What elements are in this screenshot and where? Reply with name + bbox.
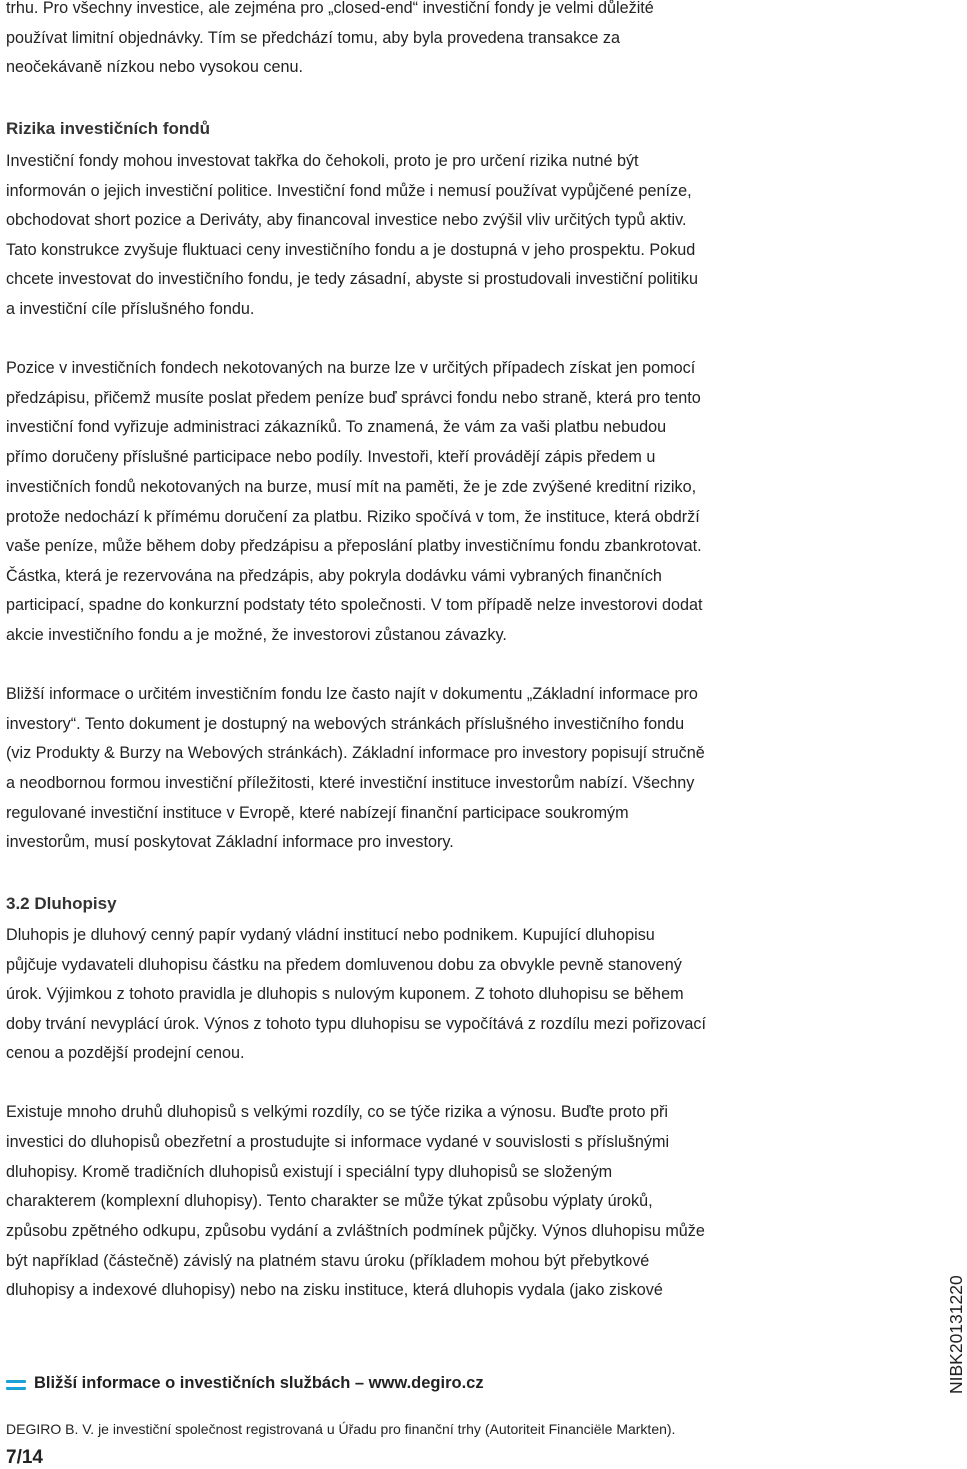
page-number: 7/14 [6, 1447, 43, 1468]
paragraph-line: přímo doručeny příslušné participace nebo podíly. Investoři, kteří provádějí zápis předem u [6, 448, 656, 466]
paragraph-line: Existuje mnoho druhů dluhopisů s velkými rozdíly, co se týče rizika a výnosu. Buďte proto při [6, 1103, 668, 1121]
paragraph-line: akcie investičního fondu a je možné, že investorovi zůstanou závazky. [6, 626, 507, 644]
paragraph-line: způsobu zpětného odkupu, způsobu vydání a zvláštních podmínek půjčky. Výnos dluhopisu může [6, 1222, 705, 1240]
paragraph-line: protože nedochází k přímému doručení za platbu. Riziko spočívá v tom, že instituce, která obdrží [6, 508, 700, 526]
paragraph-line: trhu. Pro všechny investice, ale zejména pro „closed-end“ investiční fondy je velmi důležité [6, 0, 654, 17]
paragraph-line: (viz Produkty & Burzy na Webových stránkách). Základní informace pro investory popisují stručně [6, 744, 705, 762]
paragraph-line: obchodovat short pozice a Deriváty, aby financoval investice nebo zvýšil vliv určitých typů aktiv. [6, 211, 687, 229]
paragraph-line: doby trvání nevyplácí úrok. Výnos z tohoto typu dluhopisu se vypočítává z rozdílu mezi pořizovací [6, 1015, 707, 1033]
paragraph-line: neočekávaně nízkou nebo vysokou cenu. [6, 58, 303, 76]
paragraph-line: Tato konstrukce zvyšuje fluktuaci ceny investičního fondu a je dostupná v jeho prospektu. Pokud [6, 241, 696, 259]
paragraph-line: používat limitní objednávky. Tím se předchází tomu, aby byla provedena transakce za [6, 29, 620, 47]
paragraph-line: Bližší informace o určitém investičním fondu lze často najít v dokumentu „Základní informace pro [6, 685, 698, 703]
paragraph-line: dluhopisy. Kromě tradičních dluhopisů existují i speciální typy dluhopisů se složeným [6, 1163, 613, 1181]
paragraph-line: chcete investovat do investičního fondu, je tedy zásadní, abyste si prostudovali investiční politiku [6, 270, 698, 288]
footer-link-text: Bližší informace o investičních službách – www.degiro.cz [34, 1374, 484, 1392]
paragraph-line: a investiční cíle příslušného fondu. [6, 300, 255, 318]
paragraph-line: investici do dluhopisů obezřetní a prostudujte si informace vydané v souvislosti s příslušnými [6, 1133, 670, 1151]
document-id: NIBK20131220 [946, 1275, 966, 1394]
paragraph-line: Pozice v investičních fondech nekotovaných na burze lze v určitých případech získat jen pomocí [6, 359, 696, 377]
paragraph-line: investiční fond vyřizuje administraci zákazníků. To znamená, že vám za vaši platbu nebudou [6, 418, 667, 436]
section-heading-dluhopisy: 3.2 Dluhopisy [6, 894, 117, 913]
paragraph-line: Dluhopis je dluhový cenný papír vydaný vládní institucí nebo podnikem. Kupující dluhopisu [6, 926, 655, 944]
legal-notice: DEGIRO B. V. je investiční společnost registrovaná u Úřadu pro finanční trhy (Autoriteit Financiële Markten). [6, 1421, 676, 1437]
paragraph-line: charakterem (komplexní dluhopisy). Tento charakter se může týkat způsobu výplaty úroků, [6, 1192, 653, 1210]
paragraph-line: investičních fondů nekotovaných na burze, musí mít na paměti, že je zde zvýšené kreditní riziko, [6, 478, 697, 496]
paragraph-line: investory“. Tento dokument je dostupný na webových stránkách příslušného investičního fondu [6, 715, 685, 733]
paragraph-line: regulované investiční instituce v Evropě, které nabízejí finanční participace soukromým [6, 804, 629, 822]
paragraph-line: půjčuje vydavateli dluhopisu částku na předem domluvenou dobu za obvykle pevně stanovený [6, 956, 682, 974]
paragraph-line: úrok. Výjimkou z tohoto pravidla je dluhopis s nulovým kuponem. Z tohoto dluhopisu se během [6, 985, 684, 1003]
paragraph-line: dluhopisy a indexové dluhopisy) nebo na zisku instituce, která dluhopis vydala (jako ziskové [6, 1281, 663, 1299]
section-heading-rizika: Rizika investičních fondů [6, 119, 211, 138]
paragraph-line: být například (částečně) závislý na platném stavu úroku (příkladem mohou být přebytkové [6, 1252, 650, 1270]
paragraph-line: cenou a pozdější prodejní cenou. [6, 1044, 245, 1062]
paragraph-line: investorům, musí poskytovat Základní informace pro investory. [6, 833, 454, 851]
paragraph-line: a neodbornou formou investiční příležitosti, které investiční instituce investorům nabízí. Všechny [6, 774, 695, 792]
paragraph-line: informován o jejich investiční politice. Investiční fond může i nemusí používat vypůjčené peníze, [6, 182, 692, 200]
paragraph-line: participací, spadne do konkurzní podstaty této společnosti. V tom případě nelze investorovi dodat [6, 596, 703, 614]
paragraph-line: Částka, která je rezervována na předzápis, aby pokryla dodávku vámi vybraných finančních [6, 567, 662, 585]
paragraph-line: předzápisu, přičemž musíte poslat předem peníze buď správci fondu nebo straně, která pro tento [6, 389, 701, 407]
equals-icon [6, 1378, 26, 1392]
paragraph-line: vaše peníze, může během doby předzápisu a přeposlání platby investičnímu fondu zbankrotovat. [6, 537, 702, 555]
paragraph-line: Investiční fondy mohou investovat takřka do čehokoli, proto je pro určení rizika nutné být [6, 152, 639, 170]
